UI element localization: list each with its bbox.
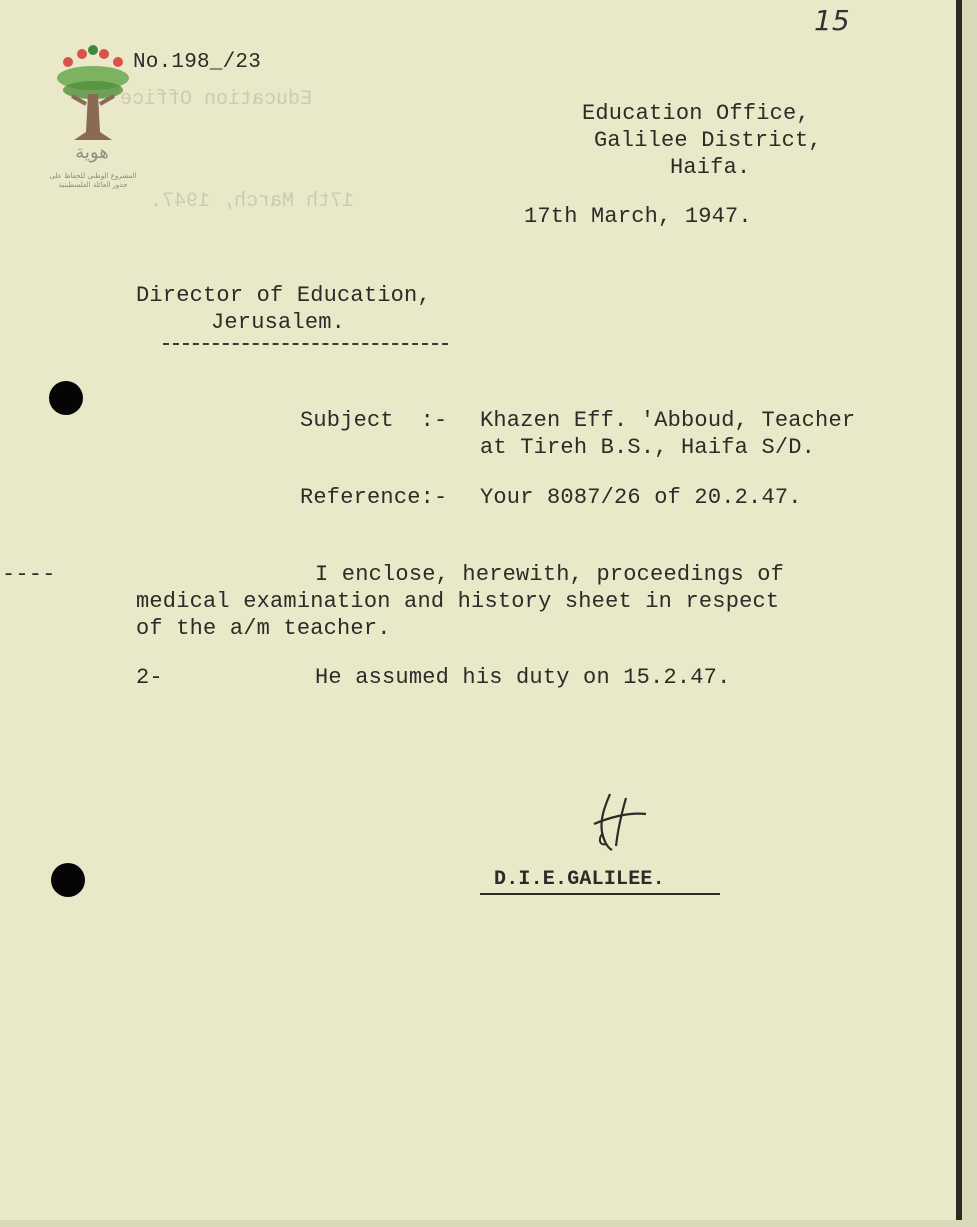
subject-label: Subject :- xyxy=(300,408,448,433)
recipient-line-2: Jerusalem. xyxy=(211,310,346,335)
body-line-3: of the a/m teacher. xyxy=(136,616,391,641)
logo-wordmark: هوية xyxy=(75,142,109,163)
signature-underline xyxy=(480,893,720,895)
handwritten-initial-signature xyxy=(588,790,652,854)
tree-logo-icon xyxy=(48,34,138,194)
punch-hole xyxy=(49,381,83,415)
reference-value: Your 8087/26 of 20.2.47. xyxy=(480,485,802,510)
body-line-1: I enclose, herewith, proceedings of xyxy=(315,562,785,587)
margin-mark: ---- xyxy=(2,562,56,587)
bleed-through-text: Education Office xyxy=(120,88,313,111)
logo-caption: المشروع الوطني للحفاظ على جذور العائلة الفلسطينية xyxy=(49,172,137,189)
page-number: 15 xyxy=(814,4,850,37)
sender-line-2: Galilee District, xyxy=(594,128,822,153)
subject-line-1: Khazen Eff. 'Abboud, Teacher xyxy=(480,408,856,433)
bleed-through-text: 17th March, 1947. xyxy=(150,190,355,213)
recipient-underline xyxy=(163,343,448,345)
reference-label: Reference:- xyxy=(300,485,448,510)
sender-line-1: Education Office, xyxy=(582,101,810,126)
paragraph-2-number: 2- xyxy=(136,665,163,690)
reference-number: No.198_/23 xyxy=(133,51,262,74)
recipient-line-1: Director of Education, xyxy=(136,283,431,308)
punch-hole xyxy=(51,863,85,897)
sender-line-3: Haifa. xyxy=(670,155,751,180)
letter-date: 17th March, 1947. xyxy=(524,204,752,229)
subject-line-2: at Tireh B.S., Haifa S/D. xyxy=(480,435,816,460)
paragraph-2-text: He assumed his duty on 15.2.47. xyxy=(315,665,731,690)
body-line-2: medical examination and history sheet in respect xyxy=(136,589,780,614)
signature-block: D.I.E.GALILEE. xyxy=(494,868,665,891)
